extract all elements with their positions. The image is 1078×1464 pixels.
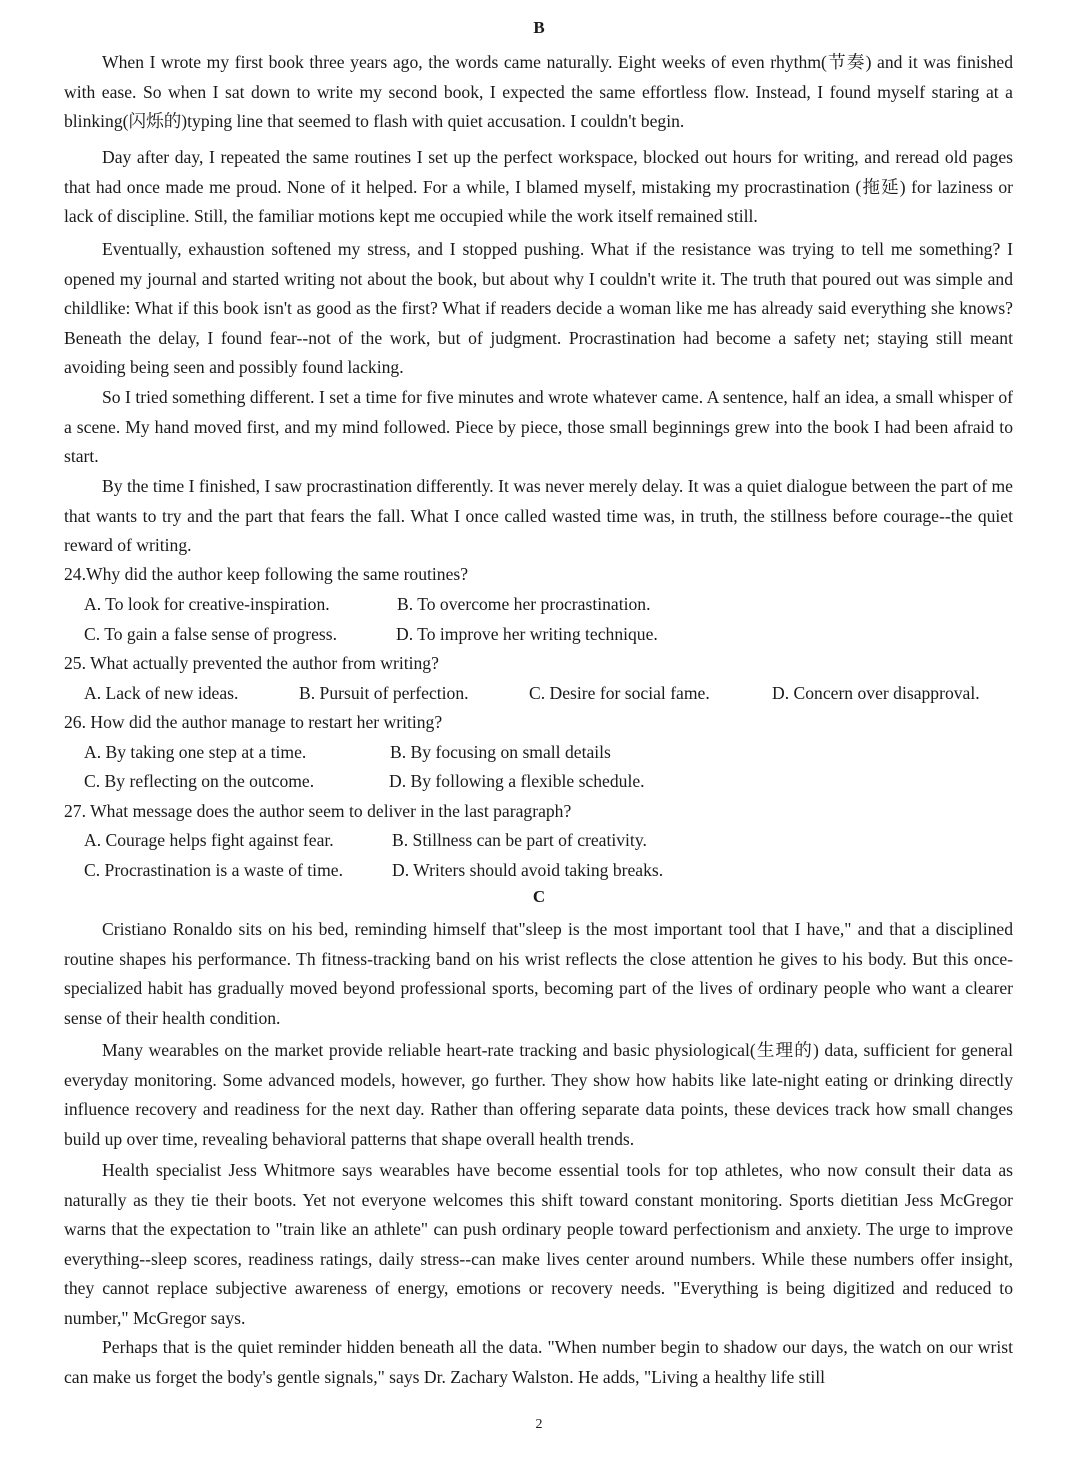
section-b-paragraph-1: When I wrote my first book three years ago, the words came naturally. Eight weeks of even rhythm(节奏) and it was finished with ease. So when I sat down to write my second book, I expected the same effortless flow. Instead, I found myself staring at a blinking(闪烁的)typing line that seemed to flash with quiet accusation. I couldn't begin. xyxy=(64,52,1013,132)
question-27-option-b: B. Stillness can be part of creativity. xyxy=(392,830,647,850)
question-26-option-a: A. By taking one step at a time. xyxy=(84,742,307,762)
question-25-stem: 25. What actually prevented the author from writing? xyxy=(64,653,439,673)
question-26-option-b: B. By focusing on small details xyxy=(390,742,611,762)
question-26-option-d: D. By following a flexible schedule. xyxy=(389,771,645,791)
question-27-option-a: A. Courage helps fight against fear. xyxy=(84,830,334,850)
question-24-option-c: C. To gain a false sense of progress. xyxy=(84,624,338,644)
section-b-paragraph-3: Eventually, exhaustion softened my stress, and I stopped pushing. What if the resistance was trying to tell me something? I opened my journal and started writing not about the book, but about why I couldn't write it. The truth that poured out was simple and childlike: What if this book isn't as good as the first? What if readers decide a woman like me has already said everything she knows? Beneath the delay, I found fear--not of the work, but of judgment. Procrastination had become a safety net; staying still meant avoiding being seen and possibly found lacking. xyxy=(64,239,1013,378)
question-25-option-b: B. Pursuit of perfection. xyxy=(299,683,469,703)
question-26-option-c: C. By reflecting on the outcome. xyxy=(84,771,315,791)
section-c-paragraph-2: Many wearables on the market provide reliable heart-rate tracking and basic physiological(生理的) data, sufficient for general everyday monitoring. Some advanced models, however, go further. They show how habits like late-night eating or drinking directly influence recovery and readiness for the next day. Rather than offering separate data points, these devices track how small changes build up over time, revealing behavioral patterns that shape overall health trends. xyxy=(64,1040,1013,1149)
question-27-option-c: C. Procrastination is a waste of time. xyxy=(84,860,343,880)
question-24-option-b: B. To overcome her procrastination. xyxy=(397,594,651,614)
question-27-option-d: D. Writers should avoid taking breaks. xyxy=(392,860,664,880)
section-c-paragraph-1: Cristiano Ronaldo sits on his bed, reminding himself that"sleep is the most important tool that I have," and that a disciplined routine shapes his performance. Th fitness-tracking band on his wrist reflects the close attention he gives to his body. But this once-specialized habit has gradually moved beyond professional sports, becoming part of the lives of ordinary people who want a clearer sense of their health condition. xyxy=(64,919,1013,1028)
section-b-heading: B xyxy=(533,18,545,37)
question-24-option-a: A. To look for creative-inspiration. xyxy=(84,594,330,614)
section-b-paragraph-2: Day after day, I repeated the same routines I set up the perfect workspace, blocked out hours for writing, and reread old pages that had once made me proud. None of it helped. For a while, I blamed myself, mistaking my procrastination (拖延) for laziness or lack of discipline. Still, the familiar motions kept me occupied while the work itself remained still. xyxy=(64,147,1013,227)
question-27-stem: 27. What message does the author seem to deliver in the last paragraph? xyxy=(64,801,572,821)
section-c-paragraph-4: Perhaps that is the quiet reminder hidden beneath all the data. "When number begin to shadow our days, the watch on our wrist can make us forget the body's gentle signals," says Dr. Zachary Walston. He adds, "Living a healthy life still xyxy=(64,1337,1013,1387)
section-c-paragraph-3: Health specialist Jess Whitmore says wearables have become essential tools for top athletes, who now consult their data as naturally as they tie their boots. Yet not everyone welcomes this shift toward constant monitoring. Sports dietitian Jess McGregor warns that the expectation to "train like an athlete" can push ordinary people toward perfectionism and anxiety. The urge to improve everything--sleep scores, readiness ratings, daily stress--can make lives center around numbers. While these numbers offer insight, they cannot replace subjective awareness of energy, emotions or recovery needs. "Everything is being digitized and reduced to number," McGregor says. xyxy=(64,1160,1013,1328)
question-25-option-c: C. Desire for social fame. xyxy=(529,683,710,703)
section-c-heading: C xyxy=(532,887,546,906)
question-24-stem: 24.Why did the author keep following the same routines? xyxy=(64,564,469,584)
question-25-option-d: D. Concern over disapproval. xyxy=(772,683,980,703)
question-26-stem: 26. How did the author manage to restart her writing? xyxy=(64,712,443,732)
page-number: 2 xyxy=(535,1417,543,1432)
section-b-paragraph-5: By the time I finished, I saw procrastination differently. It was never merely delay. It was a quiet dialogue between the part of me that wants to try and the part that fears the fall. What I once called wasted time was, in truth, the stillness before courage--the quiet reward of writing. xyxy=(64,476,1013,556)
section-b-paragraph-4: So I tried something different. I set a time for five minutes and wrote whatever came. A sentence, half an idea, a small whisper of a scene. My hand moved first, and my mind followed. Piece by piece, those small beginnings grew into the book I had been afraid to start. xyxy=(64,387,1013,467)
question-24-option-d: D. To improve her writing technique. xyxy=(396,624,658,644)
question-25-option-a: A. Lack of new ideas. xyxy=(84,683,239,703)
